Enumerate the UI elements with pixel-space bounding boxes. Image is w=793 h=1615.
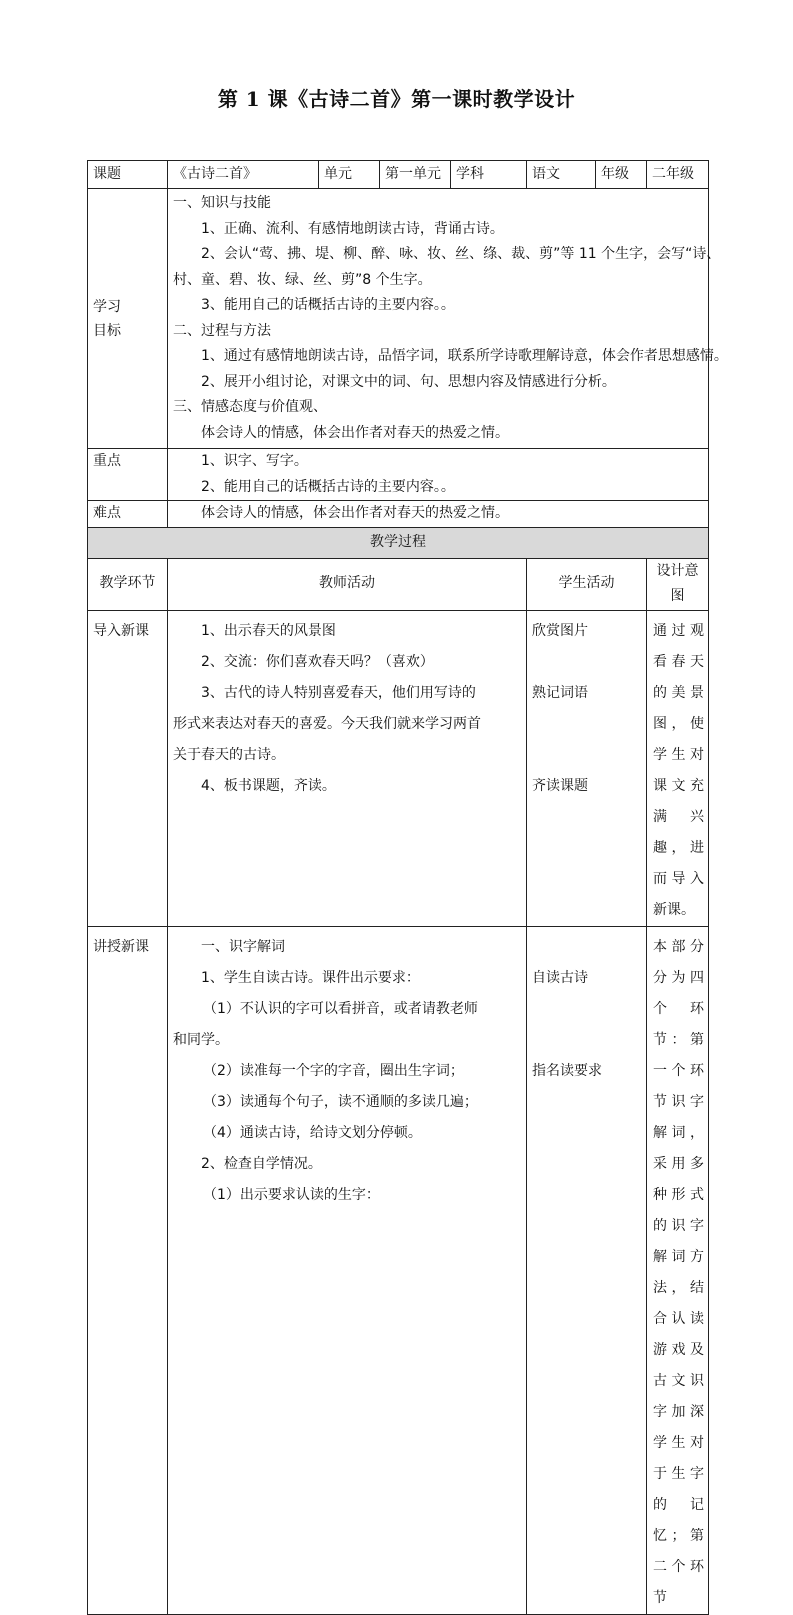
intro-design-intent: 通过观看春天的美景图，使学生对课文充满兴趣，进而导入新课。 [647,610,709,926]
process-band-row [88,527,709,558]
difficulty-row [88,501,709,528]
col-stage-header: 教学环节 [88,558,168,610]
new-lesson-teacher-line: 一、识字解词 [201,938,285,955]
process-band-title: 教学过程 [88,527,709,558]
intro-student-line: 欣赏图片 [532,622,588,639]
key-point-line: 1、识字、写字。 [201,453,308,469]
difficulty-content [168,501,709,528]
new-lesson-teacher-line: 2、检查自学情况。 [201,1155,322,1172]
new-lesson-student-line: 指名读要求 [532,1062,602,1079]
new-lesson-student-line [532,1025,641,1056]
intro-teacher-line: 2、交流：你们喜欢春天吗？（喜欢） [201,653,434,670]
col-student-header: 学生活动 [527,558,647,610]
goals-line: 2、展开小组讨论，对课文中的词、句、思想内容及情感进行分析。 [201,373,616,390]
unit-value: 第一单元 [380,161,451,189]
goals-line: 体会诗人的情感，体会出作者对春天的热爱之情。 [201,424,509,441]
new-lesson-teacher-activities [168,926,527,1614]
difficulty-label: 难点 [88,501,168,528]
difficulty-text: 体会诗人的情感，体会出作者对春天的热爱之情。 [201,505,509,521]
subject-value: 语文 [527,161,596,189]
page-title: 第 1 课《古诗二首》第一课时教学设计 [217,87,576,111]
goals-line: 1、正确、流利、有感情地朗读古诗，背诵古诗。 [201,220,504,237]
grade-label: 年级 [596,161,647,189]
intro-student-line: 齐读课题 [532,777,588,794]
new-lesson-student-line: 自读古诗 [532,969,588,986]
goals-row [88,189,709,449]
header-row [88,161,709,189]
grade-value: 二年级 [647,161,709,189]
goals-line: 一、知识与技能 [173,195,271,211]
intro-stage: 导入新课 [88,610,168,926]
unit-label: 单元 [319,161,380,189]
intro-student-line: 熟记词语 [532,684,588,701]
intro-student-line [532,709,641,740]
intro-row [88,610,709,926]
intro-teacher-line: 3、古代的诗人特别喜爱春天，他们用写诗的 [201,684,476,701]
subject-label: 学科 [451,161,527,189]
intro-student-line [532,740,641,771]
goals-line: 1、通过有感情地朗读古诗，品悟字词，联系所学诗歌理解诗意，体会作者思想感情。 [201,348,728,364]
intro-teacher-line: 1、出示春天的风景图 [201,622,336,639]
intro-teacher-line: 关于春天的古诗。 [173,746,285,763]
new-lesson-teacher-line: （2）读准每一个字的字音，圈出生字词； [203,1062,464,1079]
new-lesson-design-intent: 本部分分为四个环节：第一个环节识字解词，采用多种形式的识字解词方法，结合认读游戏及古文识字加深学生对于生字的记忆；第二个环节 [647,926,709,1614]
key-point-line: 2、能用自己的话概括古诗的主要内容。。 [201,478,455,495]
new-lesson-student-line [532,994,641,1025]
goals-line: 2、会认“莺、拂、堤、柳、醉、咏、妆、丝、绦、裁、剪”等 11 个生字，会写“诗、 [201,246,721,262]
intro-teacher-line: 4、板书课题，齐读。 [201,777,336,794]
lesson-plan-table [87,160,728,1615]
process-header-row [88,558,709,610]
new-lesson-teacher-line: （1）出示要求认读的生字： [203,1186,380,1203]
key-points-label: 重点 [88,449,168,501]
goals-line: 3、能用自己的话概括古诗的主要内容。。 [201,297,455,313]
new-lesson-student-line [532,932,641,963]
new-lesson-teacher-line: 1、学生自读古诗。课件出示要求： [201,969,420,986]
key-points-row [88,449,709,501]
new-lesson-stage: 讲授新课 [88,926,168,1614]
new-lesson-teacher-line: （1）不认识的字可以看拼音，或者请教老师 [203,1000,478,1017]
lesson-plan-table-area [87,160,728,1615]
goals-content [168,189,728,449]
col-teacher-header: 教师活动 [168,558,527,610]
key-points-content [168,449,709,501]
new-lesson-row [88,926,709,1614]
intro-student-line [532,647,641,678]
new-lesson-teacher-line: 和同学。 [173,1031,229,1048]
topic-value: 《古诗二首》 [168,161,319,189]
new-lesson-student-activities [527,926,647,1614]
col-design-header: 设计意图 [647,558,709,610]
intro-teacher-line: 形式来表达对春天的喜爱。今天我们就来学习两首 [173,715,481,732]
goals-line: 三、情感态度与价值观、 [173,399,327,415]
new-lesson-teacher-line: （3）读通每个句子，读不通顺的多读几遍； [203,1093,478,1110]
new-lesson-teacher-line: （4）通读古诗，给诗文划分停顿。 [203,1124,422,1141]
intro-student-activities [527,610,647,926]
goals-label: 学习 目标 [88,189,168,449]
intro-teacher-activities [168,610,527,926]
topic-label: 课题 [88,161,168,189]
goals-line: 村、童、碧、妆、绿、丝、剪”8 个生字。 [173,271,432,288]
goals-line: 二、过程与方法 [173,322,271,339]
